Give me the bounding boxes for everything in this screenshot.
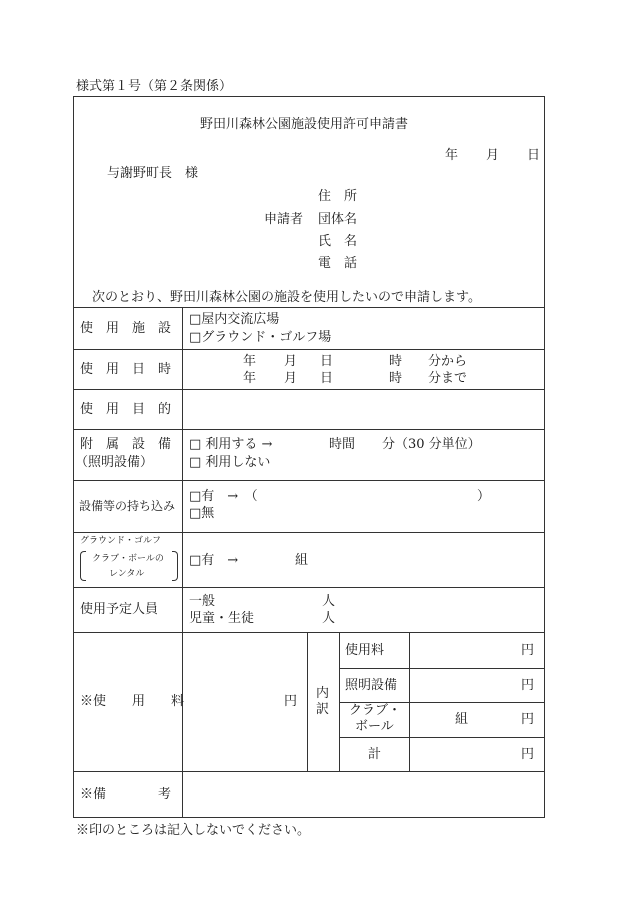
datetime-from-year: 年: [243, 354, 257, 369]
date-month: 月: [486, 148, 500, 163]
rental-label-top: グラウンド・ゴルフ: [80, 536, 162, 546]
fee-lighting-label: 照明設備: [345, 678, 398, 693]
intro-text: 次のとおり、野田川森林公園の施設を使用したいので申請します。: [92, 290, 481, 305]
fee-club-label-2: ボール: [355, 719, 394, 734]
rental-bracket-left: [80, 551, 86, 581]
applicant-label: 申請者: [264, 212, 304, 227]
fee-club-sets: 組: [455, 712, 469, 727]
datetime-from-hour: 時: [389, 354, 403, 369]
equipment-not-use-option[interactable]: □ 利用しない: [189, 455, 271, 470]
fee-usage-label: 使用料: [345, 643, 385, 658]
date-year: 年: [445, 148, 459, 163]
datetime-to-hour: 時: [389, 371, 403, 386]
facility-option-indoor[interactable]: □屋内交流広場: [189, 312, 280, 327]
facility-label: 使 用 施 設: [80, 321, 172, 336]
datetime-from-minute: 分から: [428, 354, 468, 369]
datetime-to-month: 月: [284, 371, 298, 386]
applicant-name-label: 氏 名: [318, 234, 358, 249]
datetime-to-minute: 分まで: [428, 371, 468, 386]
people-general: 一般: [189, 594, 216, 609]
datetime-from-day: 日: [320, 354, 334, 369]
people-general-unit: 人: [322, 594, 336, 609]
applicant-phone-label: 電 話: [318, 256, 358, 271]
fee-label: ※使 用 料: [80, 694, 185, 709]
purpose-label: 使 用 目 的: [80, 402, 172, 417]
datetime-to-year: 年: [243, 371, 257, 386]
fee-club-label-1: クラブ・: [349, 703, 402, 718]
fee-club-yen: 円: [521, 712, 535, 727]
people-label: 使用予定人員: [80, 602, 159, 617]
date-day: 日: [527, 148, 541, 163]
equipment-sublabel: （照明設備）: [75, 455, 154, 470]
rental-label-mid: クラブ・ボールの: [92, 554, 164, 564]
rental-yes-option[interactable]: □有 →: [189, 553, 239, 568]
bring-close-paren: ）: [477, 489, 491, 504]
fee-total-yen: 円: [521, 747, 535, 762]
fee-lighting-yen: 円: [521, 678, 535, 693]
fee-total-label: 計: [368, 747, 382, 762]
bring-label: 設備等の持ち込み: [79, 499, 176, 513]
facility-option-golf[interactable]: □グラウンド・ゴルフ場: [189, 330, 332, 345]
equipment-use-option[interactable]: □ 利用する →: [189, 437, 273, 452]
fee-yen: 円: [284, 694, 298, 709]
equipment-label: 附 属 設 備: [80, 437, 172, 452]
remarks-label: ※備 考: [80, 787, 172, 802]
fee-breakdown-label: 内 訳: [316, 686, 330, 718]
addressee: 与謝野町長 様: [107, 166, 199, 181]
footnote: ※印のところは記入しないでください。: [76, 823, 311, 838]
form-number: 様式第１号（第２条関係）: [76, 79, 233, 94]
applicant-address-label: 住 所: [318, 189, 358, 204]
rental-label-bottom: レンタル: [109, 569, 145, 579]
datetime-label: 使 用 日 時: [80, 362, 172, 377]
fee-usage-yen: 円: [521, 643, 535, 658]
rental-sets-unit: 組: [295, 553, 309, 568]
equipment-hours: 時間: [329, 437, 356, 452]
form-title: 野田川森林公園施設使用許可申請書: [200, 117, 409, 132]
bring-no-option[interactable]: □無: [189, 506, 215, 521]
applicant-group-label: 団体名: [318, 212, 358, 227]
datetime-from-month: 月: [284, 354, 298, 369]
bring-yes-option[interactable]: □有 → （: [189, 489, 258, 504]
equipment-minutes: 分（30 分単位）: [382, 437, 481, 452]
rental-bracket-right: [172, 551, 178, 581]
people-children-unit: 人: [322, 611, 336, 626]
datetime-to-day: 日: [320, 371, 334, 386]
people-children: 児童・生徒: [189, 611, 255, 626]
